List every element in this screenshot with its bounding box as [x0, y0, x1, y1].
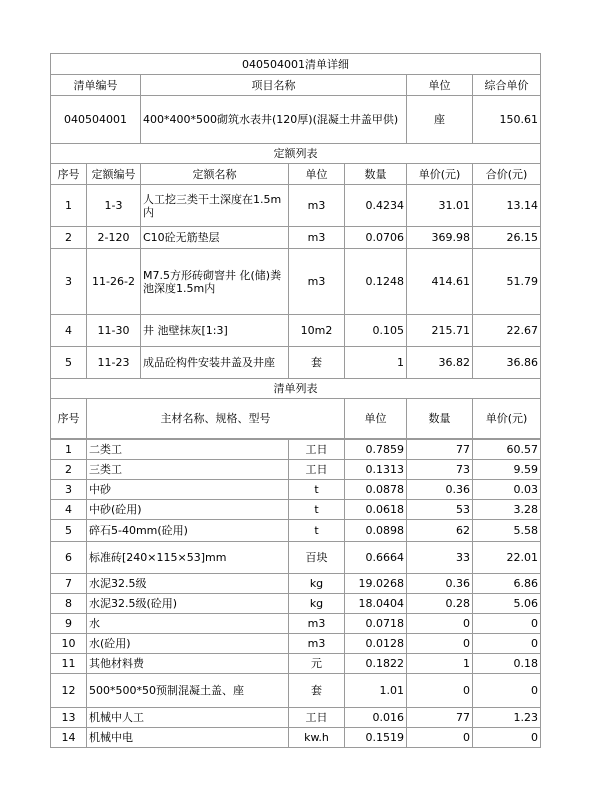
material-unit: kw.h	[289, 728, 345, 748]
quota-name: 井 池壁抹灰[1:3]	[141, 315, 289, 347]
material-unit: kg	[289, 594, 345, 614]
quota-price: 36.82	[407, 347, 473, 379]
quota-qty: 0.105	[345, 315, 407, 347]
quota-qty: 0.4234	[345, 185, 407, 227]
quota-total: 51.79	[473, 249, 541, 315]
material-section-title: 清单列表	[51, 379, 541, 399]
material-price: 77	[407, 440, 473, 460]
material-no: 13	[51, 708, 87, 728]
material-total: 1.23	[473, 708, 541, 728]
material-total: 0.03	[473, 480, 541, 500]
material-col-price: 单价(元)	[473, 399, 541, 439]
material-name: 标准砖[240×115×53]mm	[87, 542, 289, 574]
material-unit: m3	[289, 634, 345, 654]
material-qty: 0.0718	[345, 614, 407, 634]
material-total: 0	[473, 674, 541, 708]
material-no: 8	[51, 594, 87, 614]
material-no: 6	[51, 542, 87, 574]
material-name: 中砂(砼用)	[87, 500, 289, 520]
quota-row	[51, 185, 541, 227]
material-total: 9.59	[473, 460, 541, 480]
material-no: 1	[51, 440, 87, 460]
material-total: 0	[473, 634, 541, 654]
quota-unit: m3	[289, 227, 345, 249]
material-unit: 工日	[289, 440, 345, 460]
material-col-unit: 单位	[345, 399, 407, 439]
quota-col-unit: 单位	[289, 164, 345, 185]
quota-section-title: 定额列表	[51, 144, 541, 164]
material-price: 62	[407, 520, 473, 542]
quota-name: M7.5方形砖砌窨井 化(储)粪池深度1.5m内	[141, 249, 289, 315]
material-unit: t	[289, 520, 345, 542]
material-no: 10	[51, 634, 87, 654]
material-no: 11	[51, 654, 87, 674]
sheet-title: 040504001清单详细	[51, 54, 541, 75]
material-total: 22.01	[473, 542, 541, 574]
material-price: 73	[407, 460, 473, 480]
price-header: 综合单价	[473, 75, 541, 96]
material-price: 0	[407, 674, 473, 708]
material-name: 机械中人工	[87, 708, 289, 728]
material-row	[51, 708, 541, 728]
quota-col-price: 单价(元)	[407, 164, 473, 185]
material-price: 1	[407, 654, 473, 674]
material-price: 77	[407, 708, 473, 728]
quota-col-qty: 数量	[345, 164, 407, 185]
material-qty: 0.0128	[345, 634, 407, 654]
quota-total: 36.86	[473, 347, 541, 379]
quota-row	[51, 249, 541, 315]
material-total: 5.58	[473, 520, 541, 542]
material-price: 0.36	[407, 480, 473, 500]
material-header-row	[51, 399, 541, 439]
item-header-row	[51, 75, 541, 96]
material-name: 二类工	[87, 440, 289, 460]
quota-no: 2	[51, 227, 87, 249]
quota-qty: 0.0706	[345, 227, 407, 249]
material-unit: 百块	[289, 542, 345, 574]
material-col-name: 主材名称、规格、型号	[87, 399, 345, 439]
material-row	[51, 574, 541, 594]
material-name: 其他材料费	[87, 654, 289, 674]
material-qty: 19.0268	[345, 574, 407, 594]
quota-price: 31.01	[407, 185, 473, 227]
material-total: 0.18	[473, 654, 541, 674]
quota-no: 3	[51, 249, 87, 315]
quota-unit: 套	[289, 347, 345, 379]
material-price: 0	[407, 614, 473, 634]
material-row	[51, 500, 541, 520]
quota-code: 11-30	[87, 315, 141, 347]
quota-qty: 1	[345, 347, 407, 379]
material-qty: 0.1519	[345, 728, 407, 748]
material-row	[51, 520, 541, 542]
quota-total: 22.67	[473, 315, 541, 347]
quota-col-code: 定额编号	[87, 164, 141, 185]
quota-price: 215.71	[407, 315, 473, 347]
material-row	[51, 674, 541, 708]
material-name: 三类工	[87, 460, 289, 480]
quota-no: 1	[51, 185, 87, 227]
material-section-title-row	[51, 379, 541, 399]
quota-header-row	[51, 164, 541, 185]
material-name: 中砂	[87, 480, 289, 500]
material-qty: 0.016	[345, 708, 407, 728]
quota-code: 11-26-2	[87, 249, 141, 315]
item-name: 400*400*500砌筑水表井(120厚)(混凝土井盖甲供)	[141, 96, 407, 144]
material-price: 0	[407, 634, 473, 654]
material-row	[51, 594, 541, 614]
material-qty: 0.6664	[345, 542, 407, 574]
material-name: 水	[87, 614, 289, 634]
material-no: 5	[51, 520, 87, 542]
material-total: 60.57	[473, 440, 541, 460]
quota-code: 1-3	[87, 185, 141, 227]
material-unit: m3	[289, 614, 345, 634]
quota-no: 4	[51, 315, 87, 347]
bill-detail-sheet	[50, 53, 540, 748]
material-no: 14	[51, 728, 87, 748]
material-qty: 0.1822	[345, 654, 407, 674]
item-code: 040504001	[51, 96, 141, 144]
material-price: 0	[407, 728, 473, 748]
item-price: 150.61	[473, 96, 541, 144]
material-qty: 0.1313	[345, 460, 407, 480]
material-body	[51, 440, 541, 748]
code-header: 清单编号	[51, 75, 141, 96]
quota-name: 人工挖三类干土深度在1.5m内	[141, 185, 289, 227]
material-name: 500*500*50预制混凝土盖、座	[87, 674, 289, 708]
quota-name: C10砼无筋垫层	[141, 227, 289, 249]
material-col-no: 序号	[51, 399, 87, 439]
material-total: 0	[473, 614, 541, 634]
material-row	[51, 634, 541, 654]
quota-col-total: 合价(元)	[473, 164, 541, 185]
quota-unit: m3	[289, 249, 345, 315]
material-no: 3	[51, 480, 87, 500]
material-qty: 0.7859	[345, 440, 407, 460]
name-header: 项目名称	[141, 75, 407, 96]
material-row	[51, 440, 541, 460]
material-total: 6.86	[473, 574, 541, 594]
material-price: 33	[407, 542, 473, 574]
quota-unit: 10m2	[289, 315, 345, 347]
quota-section-title-row	[51, 144, 541, 164]
quota-row	[51, 227, 541, 249]
material-total: 0	[473, 728, 541, 748]
sheet-title-row	[51, 54, 541, 75]
quota-col-no: 序号	[51, 164, 87, 185]
material-row	[51, 460, 541, 480]
material-name: 水泥32.5级(砼用)	[87, 594, 289, 614]
material-row	[51, 728, 541, 748]
material-price: 53	[407, 500, 473, 520]
material-price: 0.28	[407, 594, 473, 614]
material-unit: t	[289, 500, 345, 520]
item-unit: 座	[407, 96, 473, 144]
material-table	[50, 439, 541, 748]
quota-col-name: 定额名称	[141, 164, 289, 185]
quota-total: 13.14	[473, 185, 541, 227]
material-no: 4	[51, 500, 87, 520]
material-unit: kg	[289, 574, 345, 594]
material-unit: 套	[289, 674, 345, 708]
material-qty: 0.0878	[345, 480, 407, 500]
material-total: 3.28	[473, 500, 541, 520]
quota-price: 414.61	[407, 249, 473, 315]
material-no: 2	[51, 460, 87, 480]
material-unit: 元	[289, 654, 345, 674]
quota-unit: m3	[289, 185, 345, 227]
material-qty: 0.0898	[345, 520, 407, 542]
quota-row	[51, 315, 541, 347]
material-row	[51, 654, 541, 674]
material-row	[51, 480, 541, 500]
material-no: 7	[51, 574, 87, 594]
material-row	[51, 542, 541, 574]
material-qty: 0.0618	[345, 500, 407, 520]
quota-total: 26.15	[473, 227, 541, 249]
material-no: 9	[51, 614, 87, 634]
material-unit: 工日	[289, 460, 345, 480]
item-row	[51, 96, 541, 144]
material-row	[51, 614, 541, 634]
quota-price: 369.98	[407, 227, 473, 249]
material-name: 水泥32.5级	[87, 574, 289, 594]
material-col-qty: 数量	[407, 399, 473, 439]
quota-row	[51, 347, 541, 379]
unit-header: 单位	[407, 75, 473, 96]
material-name: 碎石5-40mm(砼用)	[87, 520, 289, 542]
material-total: 5.06	[473, 594, 541, 614]
quota-code: 11-23	[87, 347, 141, 379]
quota-code: 2-120	[87, 227, 141, 249]
bill-detail-table	[50, 53, 541, 439]
material-name: 水(砼用)	[87, 634, 289, 654]
material-no: 12	[51, 674, 87, 708]
quota-name: 成品砼构件安装井盖及井座	[141, 347, 289, 379]
material-unit: t	[289, 480, 345, 500]
material-name: 机械中电	[87, 728, 289, 748]
quota-no: 5	[51, 347, 87, 379]
material-unit: 工日	[289, 708, 345, 728]
material-qty: 18.0404	[345, 594, 407, 614]
quota-qty: 0.1248	[345, 249, 407, 315]
material-qty: 1.01	[345, 674, 407, 708]
material-price: 0.36	[407, 574, 473, 594]
